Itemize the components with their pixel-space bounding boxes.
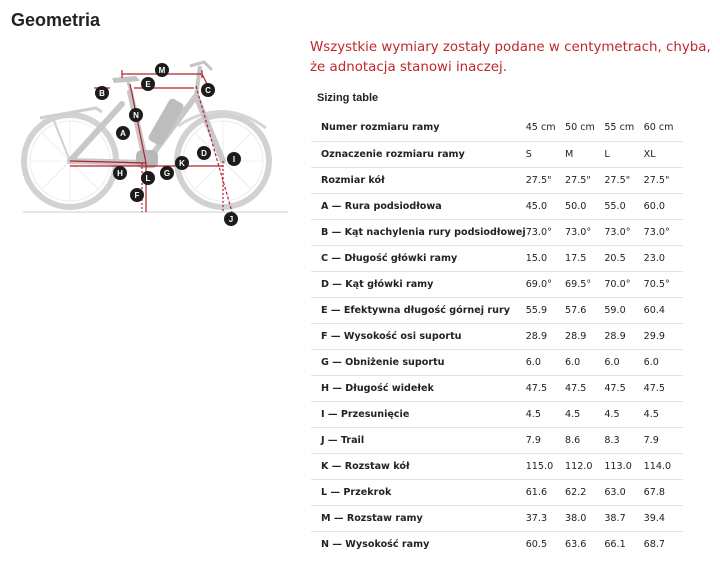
marker-e: [141, 77, 155, 91]
svg-text:L: L: [145, 174, 151, 183]
svg-text:F: F: [134, 191, 140, 200]
marker-c: [201, 83, 215, 97]
marker-h: [113, 166, 127, 180]
table-row: [311, 167, 683, 193]
row-value: 69.0°: [526, 271, 565, 297]
row-value: 73.0°: [604, 219, 643, 245]
row-value: 73.0°: [526, 219, 565, 245]
row-value: 73.0°: [565, 219, 604, 245]
row-label: C — Długość główki ramy: [311, 245, 526, 271]
marker-g: [160, 166, 174, 180]
svg-text:E: E: [145, 80, 151, 89]
units-note: Wszystkie wymiary zostały podane w centymetrach, chyba, że adnotacja stanowi inaczej.: [310, 40, 711, 75]
marker-a: [116, 126, 130, 140]
row-value: 6.0: [604, 349, 643, 375]
table-row: [311, 505, 683, 531]
row-label: H — Długość widełek: [311, 375, 526, 401]
row-value: 60 cm: [644, 115, 683, 141]
row-value: 60.4: [644, 297, 683, 323]
row-value: 4.5: [604, 401, 643, 427]
svg-text:B: B: [99, 89, 105, 98]
row-value: 61.6: [526, 479, 565, 505]
row-value: 6.0: [526, 349, 565, 375]
row-value: 28.9: [565, 323, 604, 349]
row-label: N — Wysokość ramy: [321, 538, 430, 550]
svg-text:I: I: [232, 155, 236, 164]
row-value: 4.5: [526, 401, 565, 427]
row-value: 113.0: [604, 453, 643, 479]
row-value: 50 cm: [565, 115, 604, 141]
row-value: 8.3: [604, 427, 643, 453]
row-value: 73.0°: [644, 219, 683, 245]
marker-m: [155, 63, 169, 77]
table-row: [311, 219, 683, 245]
row-value: 62.2: [565, 479, 604, 505]
row-value: M: [565, 141, 604, 167]
row-value: 39.4: [644, 505, 683, 531]
svg-text:H: H: [117, 169, 123, 178]
svg-text:G: G: [163, 169, 171, 178]
table-row: [311, 453, 683, 479]
row-label: Numer rozmiaru ramy: [311, 115, 526, 141]
row-value: 115.0: [526, 453, 565, 479]
row-value: L: [604, 141, 643, 167]
row-label: I — Przesunięcie: [311, 401, 526, 427]
row-value: 57.6: [565, 297, 604, 323]
row-value: 27.5": [526, 167, 565, 193]
page-title: Geometria: [11, 10, 101, 30]
row-label: D — Kąt główki ramy: [311, 271, 526, 297]
row-value: 60.5: [525, 538, 548, 550]
row-value: 4.5: [644, 401, 683, 427]
table-row: [311, 141, 683, 167]
marker-b: [95, 86, 109, 100]
table-row: [311, 427, 683, 453]
row-label: F — Wysokość osi suportu: [311, 323, 526, 349]
table-row: [311, 297, 683, 323]
row-value: 7.9: [644, 427, 683, 453]
row-value: 68.7: [643, 538, 666, 550]
row-value: 28.9: [604, 323, 643, 349]
row-value: 47.5: [604, 375, 643, 401]
row-value: 8.6: [565, 427, 604, 453]
table-row: [311, 271, 683, 297]
table-row: [311, 349, 683, 375]
row-value: 69.5°: [565, 271, 604, 297]
marker-n: [129, 108, 143, 122]
row-value: 60.0: [644, 193, 683, 219]
row-value: 45.0: [526, 193, 565, 219]
svg-text:D: D: [201, 149, 207, 158]
row-value: 17.5: [565, 245, 604, 271]
row-value: 38.0: [565, 505, 604, 531]
table-row: [311, 531, 683, 557]
row-value: S: [526, 141, 565, 167]
svg-text:N: N: [133, 111, 139, 120]
row-value: 63.6: [565, 538, 587, 550]
row-value: 27.5": [644, 167, 683, 193]
row-label: K — Rozstaw kół: [311, 453, 526, 479]
row-label: Oznaczenie rozmiaru ramy: [311, 141, 526, 167]
svg-text:C: C: [205, 86, 211, 95]
row-value: 47.5: [644, 375, 683, 401]
row-value: 7.9: [526, 427, 565, 453]
row-value: 47.5: [565, 375, 604, 401]
row-value: 37.3: [526, 505, 565, 531]
svg-text:A: A: [120, 129, 126, 138]
row-label: G — Obniżenie suportu: [311, 349, 526, 375]
row-value: 66.1: [604, 538, 626, 550]
row-label: B — Kąt nachylenia rury podsiodłowej: [311, 219, 526, 245]
row-label: J — Trail: [311, 427, 526, 453]
table-row: [311, 401, 683, 427]
geometry-table: [311, 115, 683, 557]
row-value: 45 cm: [526, 115, 565, 141]
table-row: [311, 479, 683, 505]
row-value: 70.5°: [644, 271, 683, 297]
row-value: 55.0: [604, 193, 643, 219]
row-value: 112.0: [565, 453, 604, 479]
table-row: [311, 375, 683, 401]
table-row: [311, 245, 683, 271]
row-value: 63.0: [604, 479, 643, 505]
row-value: 47.5: [526, 375, 565, 401]
row-label: Rozmiar kół: [311, 167, 526, 193]
table-row: [311, 323, 683, 349]
bike-geometry-diagram: [18, 56, 293, 236]
svg-text:M: M: [158, 66, 166, 75]
row-value: 28.9: [526, 323, 565, 349]
table-header-row: [311, 115, 683, 141]
row-value: 55 cm: [604, 115, 643, 141]
svg-text:K: K: [179, 159, 185, 168]
row-value: 27.5": [604, 167, 643, 193]
row-value: 4.5: [565, 401, 604, 427]
marker-d: [197, 146, 211, 160]
row-value: 70.0°: [604, 271, 643, 297]
row-value: 38.7: [604, 505, 643, 531]
row-value: 27.5": [565, 167, 604, 193]
row-label: L — Przekrok: [311, 479, 526, 505]
row-value: 29.9: [644, 323, 683, 349]
marker-l: [141, 171, 155, 185]
row-value: 6.0: [644, 349, 683, 375]
row-value: 50.0: [565, 193, 604, 219]
row-value: 23.0: [644, 245, 683, 271]
marker-i: [227, 152, 241, 166]
marker-f: [130, 188, 144, 202]
table-row: [311, 193, 683, 219]
row-value: 55.9: [526, 297, 565, 323]
marker-j: [224, 212, 238, 226]
row-value: 67.8: [644, 479, 683, 505]
row-label: E — Efektywna długość górnej rury: [311, 297, 526, 323]
row-value: 15.0: [526, 245, 565, 271]
row-value: 20.5: [604, 245, 643, 271]
row-value: 114.0: [644, 453, 683, 479]
row-label: M — Rozstaw ramy: [311, 505, 526, 531]
row-value: 6.0: [565, 349, 604, 375]
sizing-table-caption: Sizing table: [317, 92, 379, 104]
row-label: A — Rura podsiodłowa: [311, 193, 526, 219]
marker-k: [175, 156, 189, 170]
svg-text:J: J: [228, 215, 234, 224]
row-value: 59.0: [604, 297, 643, 323]
row-value: XL: [644, 141, 683, 167]
